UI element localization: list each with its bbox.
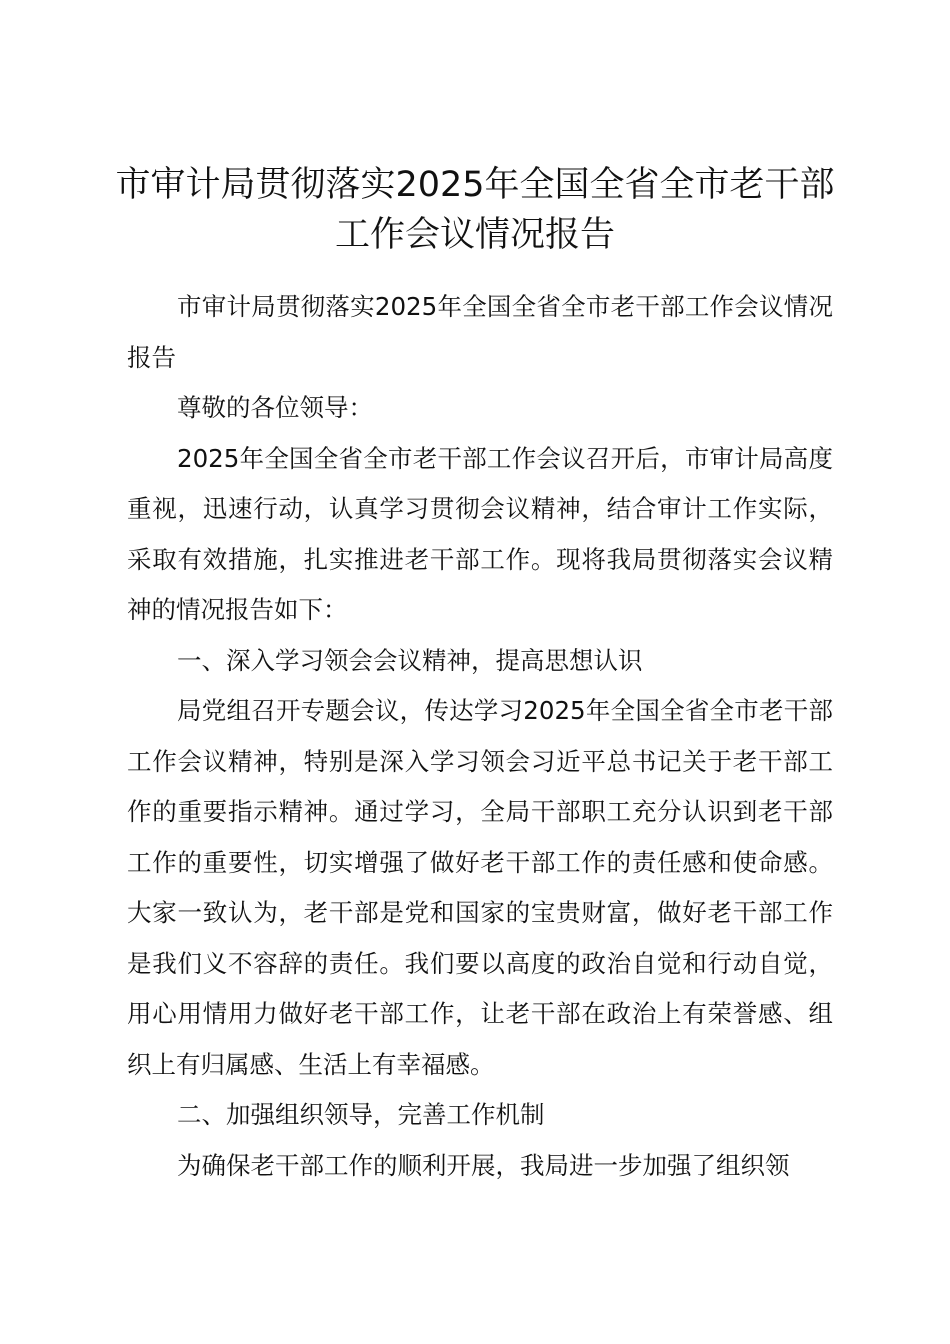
paragraph-subtitle: 市审计局贯彻落实2025年全国全省全市老干部工作会议情况报告 [127, 292, 833, 372]
paragraph-salutation: 尊敬的各位领导： [177, 393, 373, 422]
paragraph-section-2: 为确保老干部工作的顺利开展，我局进一步加强了组织领 [177, 1150, 790, 1180]
paragraph-intro: 2025年全国全省全市老干部工作会议召开后，市审计局高度重视，迅速行动，认真学习贯彻会议精神，结合审计工作实际，采取有效措施，扎实推进老干部工作。现将我局贯彻落实会议精神的情况报告如下： [127, 443, 833, 624]
section-heading-2: 二、加强组织领导，完善工作机制 [177, 1100, 545, 1129]
paragraph-section-1: 局党组召开专题会议，传达学习2025年全国全省全市老干部工作会议精神，特别是深入学习领会习近平总书记关于老干部工作的重要指示精神。通过学习，全局干部职工充分认识到老干部工作的重要性，切实增强了做好老干部工作的责任感和使命感。大家一致认为，老干部是党和国家的宝贵财富，做好老干部工作是我们义不容辞的责任。我们要以高度的政治自觉和行动自觉，用心用情用力做好老干部工作，让老干部在政治上有荣誉感、组织上有归属感、生活上有幸福感。 [127, 696, 833, 1079]
document-body [127, 282, 833, 1191]
section-heading-1: 一、深入学习领会会议精神，提高思想认识 [177, 645, 643, 675]
document-title: 市审计局贯彻落实2025年全国全省全市老干部工作会议情况报告 [115, 165, 835, 255]
